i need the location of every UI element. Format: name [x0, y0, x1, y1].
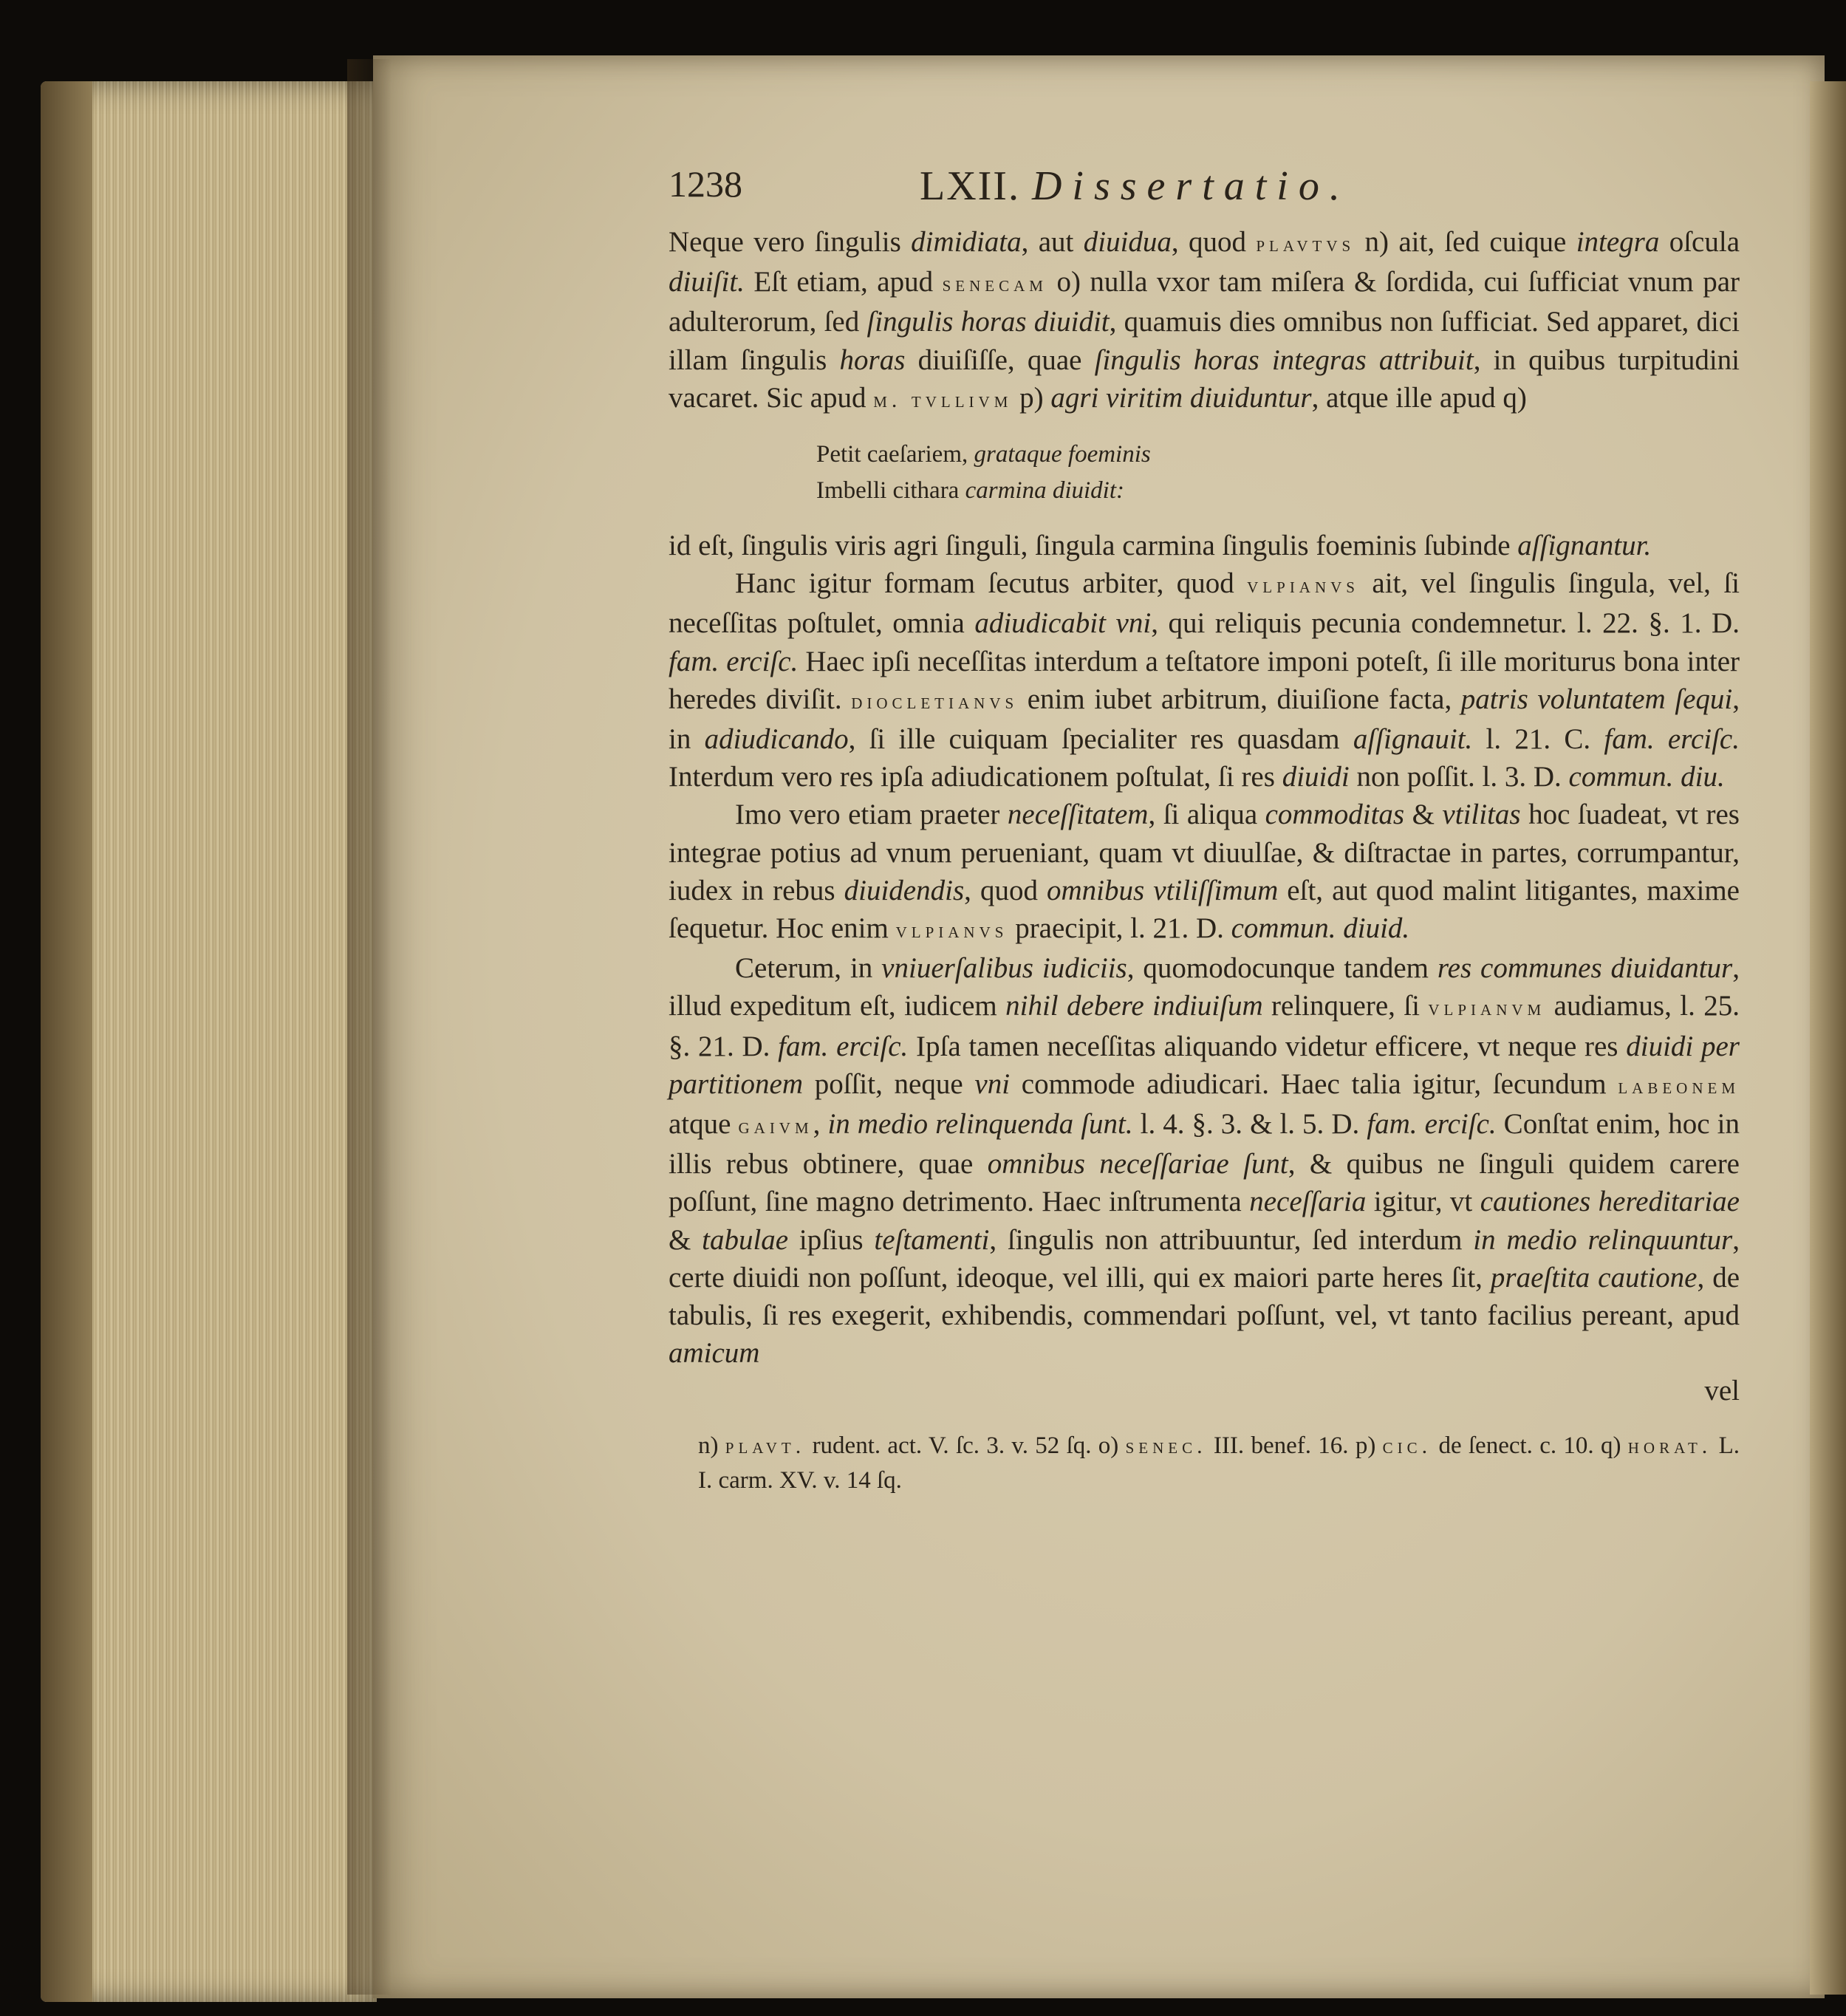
italic-run: grataque foeminis	[974, 441, 1151, 468]
text-run: de ſenect. c. 10. q)	[1432, 1432, 1628, 1460]
small-caps-name: plavtvs	[1256, 232, 1356, 256]
text-run: , certe diuidi non poſſunt, ideoque, vel illi, qui ex maiori parte heres ſit,	[669, 1223, 1740, 1294]
text-run: audiamus, l. 25. §. 21. D.	[669, 990, 1740, 1062]
italic-run: horas	[839, 344, 906, 376]
text-run: , & quibus ne ſinguli quidem carere poſſunt, ſine magno detrimento. Haec inſtrumenta	[669, 1148, 1740, 1218]
text-run: id eſt, ſingulis viris agri ſinguli, ſingula carmina ſingulis foeminis ſubinde	[669, 530, 1518, 562]
text-run: &	[1404, 799, 1443, 831]
italic-run: carmina diuidit:	[965, 477, 1124, 505]
italic-run: dimidiata	[911, 226, 1022, 258]
italic-run: fam. erciſc.	[1604, 723, 1740, 756]
small-caps-name: senecam	[942, 272, 1047, 297]
text-run: n) ait, ſed cuique	[1355, 226, 1576, 258]
text-run: oſcula	[1659, 226, 1740, 258]
text-run: enim iubet arbitrum, diuiſione facta,	[1018, 683, 1461, 715]
paragraph-2	[669, 527, 1740, 564]
paragraph-3	[669, 564, 1740, 796]
text-run: o) nulla vxor tam miſera & ſordida, cui ſufficiat vnum par adulterorum, ſed	[669, 266, 1740, 338]
small-caps-name: senec.	[1125, 1434, 1207, 1459]
italic-run: res communes diuidantur	[1437, 952, 1733, 985]
running-head	[920, 163, 1350, 210]
text-run: ait, vel ſingulis ſingula, vel, ſi neceſſitas poſtulet, omnia	[669, 567, 1740, 640]
italic-run: fam. erciſc.	[1367, 1108, 1497, 1141]
page-header	[669, 163, 1740, 222]
italic-run: vniuerſalibus iudiciis	[881, 952, 1127, 985]
italic-run: vtilitas	[1442, 799, 1521, 831]
italic-run: omnibus vtiliſſimum	[1047, 874, 1279, 906]
italic-run: nihil debere indiuiſum	[1005, 990, 1263, 1022]
text-run: Hanc igitur formam ſecutus arbiter, quod	[735, 567, 1248, 600]
small-caps-name: vlpianvm	[1428, 996, 1546, 1021]
italic-run: diuidua	[1083, 226, 1172, 258]
text-run: igitur, vt	[1366, 1186, 1480, 1218]
italic-run: diuidi per partitionem	[669, 1030, 1740, 1100]
italic-run: neceſſitatem	[1007, 799, 1149, 831]
text-run: l. 4. §. 3. & l. 5. D.	[1132, 1108, 1367, 1141]
text-run: Eſt etiam, apud	[744, 266, 943, 298]
text-run: , ſi ille cuiquam ſpecialiter res quasdam	[848, 723, 1353, 756]
text-run: rudent. act. V. ſc. 3. v. 52 ſq. o)	[805, 1432, 1126, 1460]
italic-run: fam. erciſc.	[778, 1030, 909, 1062]
italic-run: in medio relinquenda ſunt.	[827, 1108, 1133, 1141]
italic-run: commun. diuid.	[1231, 912, 1410, 945]
text-run: , quamuis dies omnibus non ſufficiat. Sed apparet, dici illam ſingulis	[669, 306, 1740, 376]
text-run: praecipit, l. 21. D.	[1008, 912, 1231, 945]
text-run: ipſius	[788, 1223, 875, 1256]
italic-run: agri viritim diuiduntur	[1050, 381, 1312, 414]
italic-run: aſſignauit.	[1353, 723, 1473, 756]
text-run: , illud expeditum eſt, iudicem	[669, 952, 1740, 1022]
running-head-italic: Dissertatio.	[1031, 163, 1350, 209]
text-run: ,	[813, 1108, 828, 1141]
paragraph-1	[669, 223, 1740, 419]
italic-run: adiudicabit vni	[974, 607, 1152, 640]
text-run: , qui reliquis pecunia condemnetur. l. 22. §. 1. D.	[1151, 607, 1740, 640]
catchword: vel	[1704, 1375, 1740, 1407]
verse-line-2	[816, 473, 1740, 509]
book-page-edges	[41, 81, 377, 2002]
footnotes	[669, 1429, 1740, 1498]
small-caps-name: horat.	[1627, 1434, 1712, 1459]
italic-run: praeſtita cautione	[1490, 1261, 1698, 1294]
text-run: Imbelli cithara	[816, 477, 965, 505]
italic-run: integra	[1576, 226, 1660, 258]
small-caps-name: m. tvllivm	[873, 387, 1013, 412]
italic-run: adiudicando	[704, 723, 849, 756]
page-number: 1238	[669, 163, 742, 205]
text-run: relinquere, ſi	[1262, 990, 1429, 1022]
italic-run: diuidi	[1282, 761, 1350, 793]
body-text	[669, 223, 1740, 1410]
small-caps-name: gaivm	[738, 1114, 813, 1139]
text-run: , in	[669, 683, 1740, 756]
running-head-roman: LXII.	[920, 163, 1020, 209]
italic-run: aſſignantur.	[1517, 530, 1652, 562]
text-run: &	[669, 1223, 702, 1256]
italic-run: tabulae	[702, 1223, 789, 1256]
italic-run: amicum	[669, 1337, 760, 1370]
paragraph-5	[669, 949, 1740, 1372]
text-run: , quod	[1171, 226, 1257, 258]
italic-run: ſingulis horas diuidit	[866, 306, 1110, 338]
text-run: atque	[669, 1108, 739, 1141]
text-run: Imo vero etiam praeter	[735, 799, 1008, 831]
text-run: n)	[698, 1432, 725, 1460]
paragraph-4	[669, 796, 1740, 949]
text-run: Ipſa tamen neceſſitas aliquando videtur efficere, vt neque res	[908, 1030, 1627, 1062]
italic-run: diuiſit.	[669, 266, 745, 298]
text-run: , quomodocunque tandem	[1127, 952, 1438, 985]
text-run: l. 21. C.	[1472, 723, 1604, 756]
spine-shadow	[347, 59, 392, 1995]
text-run: hoc ſuadeat, vt res integrae potius ad vnum perueniant, quam vt diuulſae, & diſtractae in partes, corrumpantur, iudex in rebus	[669, 799, 1740, 906]
italic-run: commoditas	[1265, 799, 1405, 831]
text-run: L. I. carm. XV. v. 14 ſq.	[698, 1432, 1740, 1494]
text-run: Interdum vero res ipſa adiudicationem poſtulat, ſi res	[669, 761, 1282, 793]
text-run: , ſi aliqua	[1148, 799, 1265, 831]
footnote-block	[698, 1429, 1740, 1498]
text-run: , de tabulis, ſi res exegerit, exhibendis, commendari poſſunt, vel, vt tanto facilius pereant, apud	[669, 1261, 1740, 1332]
text-run: Petit caeſariem,	[816, 441, 974, 468]
italic-run: fam. erciſc.	[669, 645, 799, 677]
small-caps-name: plavt.	[725, 1434, 806, 1459]
text-run: p)	[1012, 381, 1051, 414]
italic-run: patris voluntatem ſequi	[1460, 683, 1733, 715]
text-run: diuiſiſſe, quae	[905, 344, 1095, 376]
text-run: Ceterum, in	[735, 952, 882, 985]
italic-run: commun. diu.	[1568, 761, 1725, 793]
page-content	[669, 163, 1740, 1498]
italic-run: vni	[974, 1067, 1011, 1100]
text-run: poſſit, neque	[803, 1067, 975, 1100]
italic-run: diuidendis	[844, 874, 965, 906]
text-run: Haec ipſi neceſſitas interdum a teſtatore imponi poteſt, ſi ille moriturus bona inter heredes diviſit.	[669, 645, 1740, 715]
text-run: , quod	[964, 874, 1047, 906]
text-run: , aut	[1021, 226, 1084, 258]
italic-run: ſingulis horas integras attribuit	[1094, 344, 1474, 376]
italic-run: neceſſaria	[1249, 1186, 1367, 1218]
small-caps-name: labeonem	[1618, 1073, 1740, 1098]
text-run: eſt, aut quod malint litigantes, maxime ſequetur. Hoc enim	[669, 874, 1740, 945]
text-run: commode adiudicari. Haec talia igitur, ſecundum	[1010, 1067, 1618, 1100]
text-run: non poſſit. l. 3. D.	[1349, 761, 1569, 793]
italic-run: teſtamenti	[874, 1223, 990, 1256]
text-run: , in quibus turpitudini vacaret. Sic apud	[669, 344, 1740, 414]
italic-run: omnibus neceſſariae ſunt	[987, 1148, 1288, 1180]
small-caps-name: vlpianvs	[1247, 573, 1359, 598]
text-run: Neque vero ſingulis	[669, 226, 912, 258]
italic-run: in medio relinquuntur	[1473, 1223, 1733, 1256]
small-caps-name: vlpianvs	[895, 918, 1008, 943]
italic-run: cautiones hereditariae	[1480, 1186, 1740, 1218]
text-run: , atque ille apud q)	[1311, 381, 1527, 414]
small-caps-name: diocletianvs	[851, 688, 1019, 714]
text-run: , ſingulis non attribuuntur, ſed interdum	[989, 1223, 1474, 1256]
verse-quotation	[816, 437, 1740, 509]
text-run: Conſtat enim, hoc in illis rebus obtinere, quae	[669, 1108, 1740, 1180]
small-caps-name: cic.	[1382, 1434, 1432, 1459]
text-run: III. benef. 16. p)	[1206, 1432, 1383, 1460]
facing-page-edge	[1810, 81, 1846, 1995]
verse-line-1	[816, 437, 1740, 473]
